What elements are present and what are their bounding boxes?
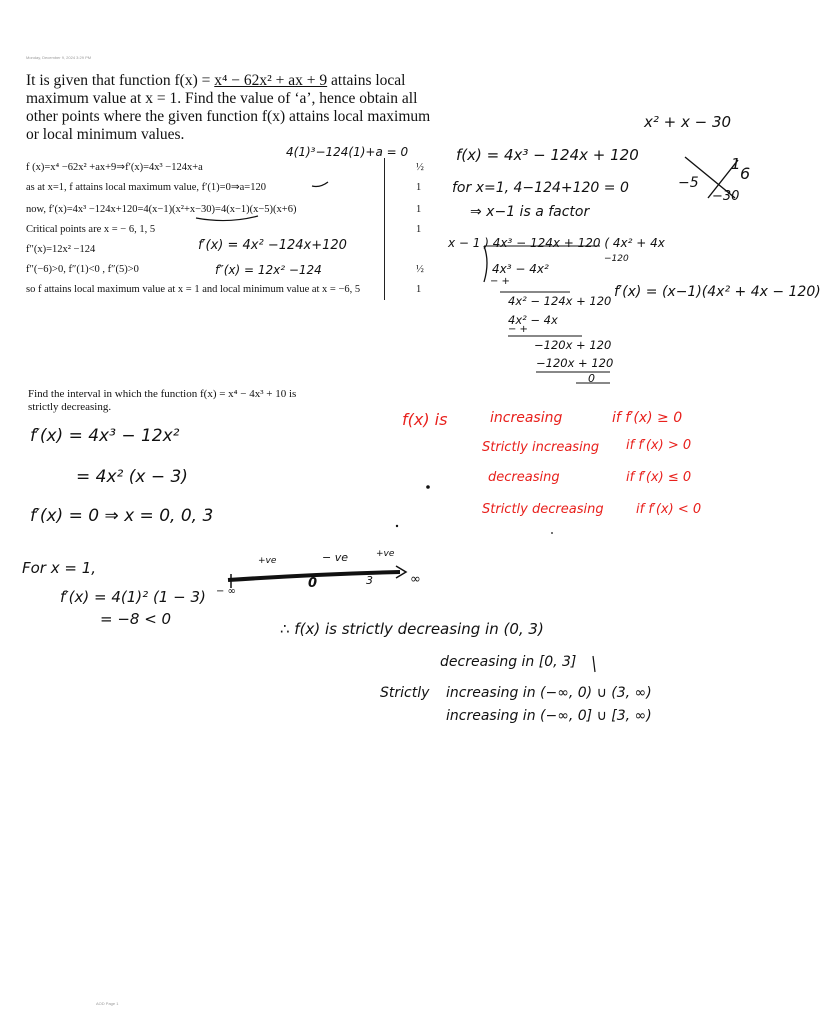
dot-mark (426, 485, 430, 489)
hw-division-l1: 4x³ − 4x² (492, 262, 549, 276)
hw-q2-test-point: For x = 1, (22, 559, 97, 577)
hw-conclusion-strict-inc: increasing in (−∞, 0) ∪ (3, ∞) (446, 685, 652, 701)
red-note-decreasing: decreasing (488, 470, 560, 485)
bracket-stroke (593, 656, 595, 672)
hw-cross-right: 6 (740, 164, 751, 183)
page-footer: AOD Page 1 (96, 1001, 119, 1006)
question-1-text-start: It is given that function f(x) = (26, 72, 215, 89)
red-note-fx: f(x) is (402, 410, 448, 429)
page-timestamp: Monday, December 9, 2024 3:29 PM (26, 55, 92, 60)
hw-q2-factored: = 4x² (x − 3) (76, 467, 188, 487)
hw-for-x1: for x=1, 4−124+120 = 0 (452, 180, 629, 196)
hw-factored-result: f′(x) = (x−1)(4x² + 4x − 120) (614, 284, 821, 300)
tick-label-0: 0 (308, 576, 318, 591)
checkmark-stroke (312, 182, 328, 187)
sign-label-1: +ve (258, 556, 277, 566)
sign-label-2: − ve (322, 551, 348, 564)
solution-mark-4: 1 (416, 224, 422, 235)
hw-division-l4: −120x + 120 (534, 338, 612, 352)
question-1-function: x⁴ − 62x² + ax + 9 (214, 72, 328, 89)
solution-mark-6: ½ (416, 264, 424, 275)
hw-fx: f(x) = 4x³ − 124x + 120 (456, 146, 639, 164)
hw-conclusion-inc: increasing in (−∞, 0] ∪ [3, ∞) (446, 708, 652, 724)
dot-mark (396, 525, 398, 527)
solution-row-5: f″(x)=12x² −124 (26, 244, 96, 255)
solution-row-3: now, f′(x)=4x³ −124x+120=4(x−1)(x²+x−30)=4(x−1)(x−5)(x+6) (26, 204, 297, 215)
hw-quadratic: x² + x − 30 (644, 113, 732, 131)
hw-division-l2: 4x² − 124x + 120 (508, 294, 612, 308)
red-note-strict-decreasing-cond: if f′(x) < 0 (636, 502, 702, 517)
red-note-increasing: increasing (490, 410, 563, 426)
question-2: Find the interval in which the function f(x) = x⁴ − 4x³ + 10 is strictly decreasing. (28, 388, 297, 413)
hw-q2-test-result: = −8 < 0 (100, 610, 172, 628)
division-bracket (484, 246, 487, 282)
solution-row-7: so f attains local maximum value at x = 1 and local minimum value at x = −6, 5 (26, 284, 361, 295)
hw-division-head: x − 1 ) 4x³ − 124x + 120 ( 4x² + 4x (448, 236, 665, 250)
hw-cross-top: 1 (731, 155, 741, 173)
hw-division-l3: 4x² − 4x (508, 313, 558, 327)
red-note-decreasing-cond: if f′(x) ≤ 0 (626, 470, 692, 485)
solution-mark-2: 1 (416, 182, 422, 193)
hw-substitution: 4(1)³−124(1)+a = 0 (286, 145, 409, 159)
hw-conclusion-strict-word: Strictly (380, 685, 430, 701)
hw-fdouble: f″(x) = 12x² −124 (215, 263, 322, 277)
solution-mark-1: ½ (416, 162, 424, 173)
solution-row-2: as at x=1, f attains local maximum value, f′(1)=0⇒a=120 (26, 182, 266, 193)
hw-q2-test-eval: f′(x) = 4(1)² (1 − 3) (60, 588, 206, 606)
solution-row-4: Critical points are x = − 6, 1, 5 (26, 224, 156, 235)
solution-mark-7: 1 (416, 284, 422, 295)
hw-cross-left: −5 (678, 175, 699, 191)
solution-row-1: f (x)=x⁴ −62x² +ax+9⇒f′(x)=4x³ −124x+a (26, 162, 203, 173)
hw-conclusion-strict-dec: ∴ f(x) is strictly decreasing in (0, 3) (280, 620, 544, 638)
tick-label-pos-inf: ∞ (410, 572, 421, 587)
sign-label-3: +ve (376, 549, 395, 559)
hw-division-l6: 0 (588, 372, 595, 385)
hw-cross-bottom: −30 (712, 189, 740, 204)
red-note-strict-increasing-cond: if f′(x) > 0 (626, 438, 692, 453)
hw-fprime: f′(x) = 4x² −124x+120 (198, 238, 347, 253)
red-note-strict-increasing: Strictly increasing (482, 440, 600, 455)
hw-q2-derivative: f′(x) = 4x³ − 12x² (30, 426, 180, 446)
tick-label-3: 3 (366, 574, 373, 587)
hw-q2-roots: f′(x) = 0 ⇒ x = 0, 0, 3 (30, 506, 214, 526)
solution-mark-3: 1 (416, 204, 422, 215)
red-note-increasing-cond: if f′(x) ≥ 0 (612, 410, 683, 426)
hw-division-l1-signs: − + (490, 276, 510, 287)
question-1-text-end: attains local maximum value at x = 1. Find the value of ‘a’, hence obtain all other points where the given function f(x) attains local maximum or local minimum values. (26, 72, 431, 143)
dot-mark (551, 532, 553, 534)
hw-factor: ⇒ x−1 is a factor (470, 204, 590, 220)
solution-row-6: f″(−6)>0, f″(1)<0 , f″(5)>0 (26, 264, 139, 275)
red-note-strict-decreasing: Strictly decreasing (482, 502, 604, 517)
underline-stroke (196, 216, 258, 221)
hw-division-extra: −120 (604, 254, 629, 264)
hw-division-l3-signs: − + (508, 324, 528, 335)
hw-division-l5: −120x + 120 (536, 356, 614, 370)
hw-conclusion-dec: decreasing in [0, 3] (440, 654, 577, 670)
tick-label-neg-inf: − ∞ (216, 586, 236, 597)
